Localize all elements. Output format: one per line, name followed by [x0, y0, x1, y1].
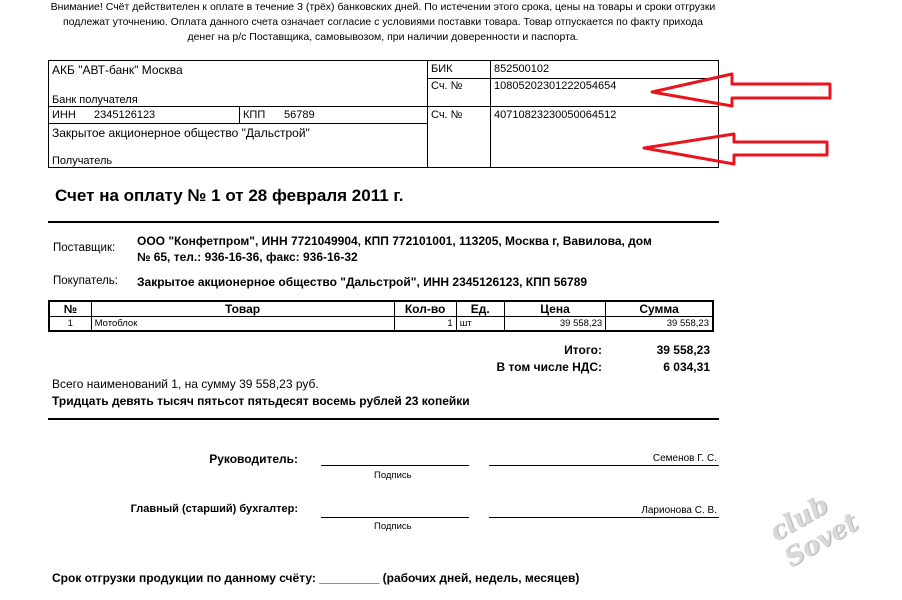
invoice-title: Счет на оплату № 1 от 28 февраля 2011 г. [55, 186, 404, 205]
bik-value: 852500102 [494, 63, 550, 75]
arrow-icon [642, 130, 832, 170]
supplier-label: Поставщик: [53, 242, 116, 254]
kpp-value: 56789 [284, 109, 315, 121]
divider [48, 221, 719, 223]
accountant-signature-line [321, 517, 469, 518]
director-name-line [489, 465, 719, 466]
recipient-name: Закрытое акционерное общество "Дальстрой" [52, 126, 310, 140]
supplier-line-2: № 65, тел.: 936-16-36, факс: 936-16-32 [137, 250, 358, 264]
accountant-name-line [489, 517, 719, 518]
col-header-item: Товар [91, 301, 394, 317]
director-label: Руководитель: [209, 452, 298, 466]
bank-name: АКБ "АВТ-банк" Москва [52, 63, 183, 77]
col-header-sum: Сумма [606, 301, 713, 317]
col-header-qty: Кол-во [394, 301, 456, 317]
bank-details-table [48, 60, 719, 168]
recipient-label: Получатель [52, 155, 113, 167]
director-name: Семенов Г. С. [652, 453, 717, 464]
table-row [49, 317, 713, 332]
validity-notice: Внимание! Счёт действителен к оплате в течение 3 (трёх) банковских дней. По истечении этого срока, цены на товары и сроки отгрузки подлежат уточнению. Оплата данного счета означает согласие с условиями поставки товара. Товар отпускается по факту прихода денег на р/с Поставщика, самовывозом, при наличии доверенности и паспорта. [50, 1, 716, 43]
buyer-label: Покупатель: [53, 275, 118, 287]
table-header-row [49, 301, 713, 317]
vat-value: 6 034,31 [663, 360, 710, 374]
vat-label: В том числе НДС: [496, 360, 602, 374]
cell-qty: 1 [394, 317, 456, 332]
cell-unit: шт [456, 317, 504, 332]
shipping-term: Срок отгрузки продукции по данному счёту: _________ (рабочих дней, недель, месяцев) [52, 571, 580, 585]
kpp-label: КПП [243, 109, 266, 121]
goods-table [48, 300, 714, 332]
signature-caption: Подпись [374, 521, 412, 532]
cell-item: Мотоблок [91, 317, 394, 332]
director-signature-line [321, 465, 469, 466]
watermark-logo: club Sovet [764, 490, 864, 574]
inn-label: ИНН [52, 109, 76, 121]
col-header-number: № [49, 301, 91, 317]
account-value-2: 40710823230050064512 [494, 109, 617, 121]
accountant-label: Главный (старший) бухгалтер: [130, 503, 298, 515]
account-label-1: Сч. № [431, 80, 463, 92]
recipient-bank-label: Банк получателя [52, 94, 138, 106]
cell-number: 1 [49, 317, 91, 332]
arrow-icon [650, 70, 835, 110]
accountant-name: Ларионова С. В. [641, 505, 717, 516]
cell-sum: 39 558,23 [606, 317, 713, 332]
signature-caption: Подпись [374, 470, 412, 481]
amount-in-words: Тридцать девять тысяч пятьсот пятьдесят восемь рублей 23 копейки [52, 394, 470, 408]
account-label-2: Сч. № [431, 109, 463, 121]
total-label: Итого: [564, 343, 602, 357]
bik-label: БИК [431, 63, 453, 75]
items-summary: Всего наименований 1, на сумму 39 558,23 руб. [52, 377, 319, 391]
inn-value: 2345126123 [94, 109, 156, 121]
col-header-unit: Ед. [456, 301, 504, 317]
col-header-price: Цена [504, 301, 605, 317]
buyer-value: Закрытое акционерное общество "Дальстрой", ИНН 2345126123, КПП 56789 [137, 275, 588, 289]
total-value: 39 558,23 [656, 343, 710, 357]
cell-price: 39 558,23 [504, 317, 605, 332]
supplier-line-1: ООО "Конфетпром", ИНН 7721049904, КПП 772101001, 113205, Москва г, Вавилова, дом [137, 234, 652, 248]
divider [48, 418, 719, 420]
account-value-1: 10805202301222054654 [494, 80, 617, 92]
